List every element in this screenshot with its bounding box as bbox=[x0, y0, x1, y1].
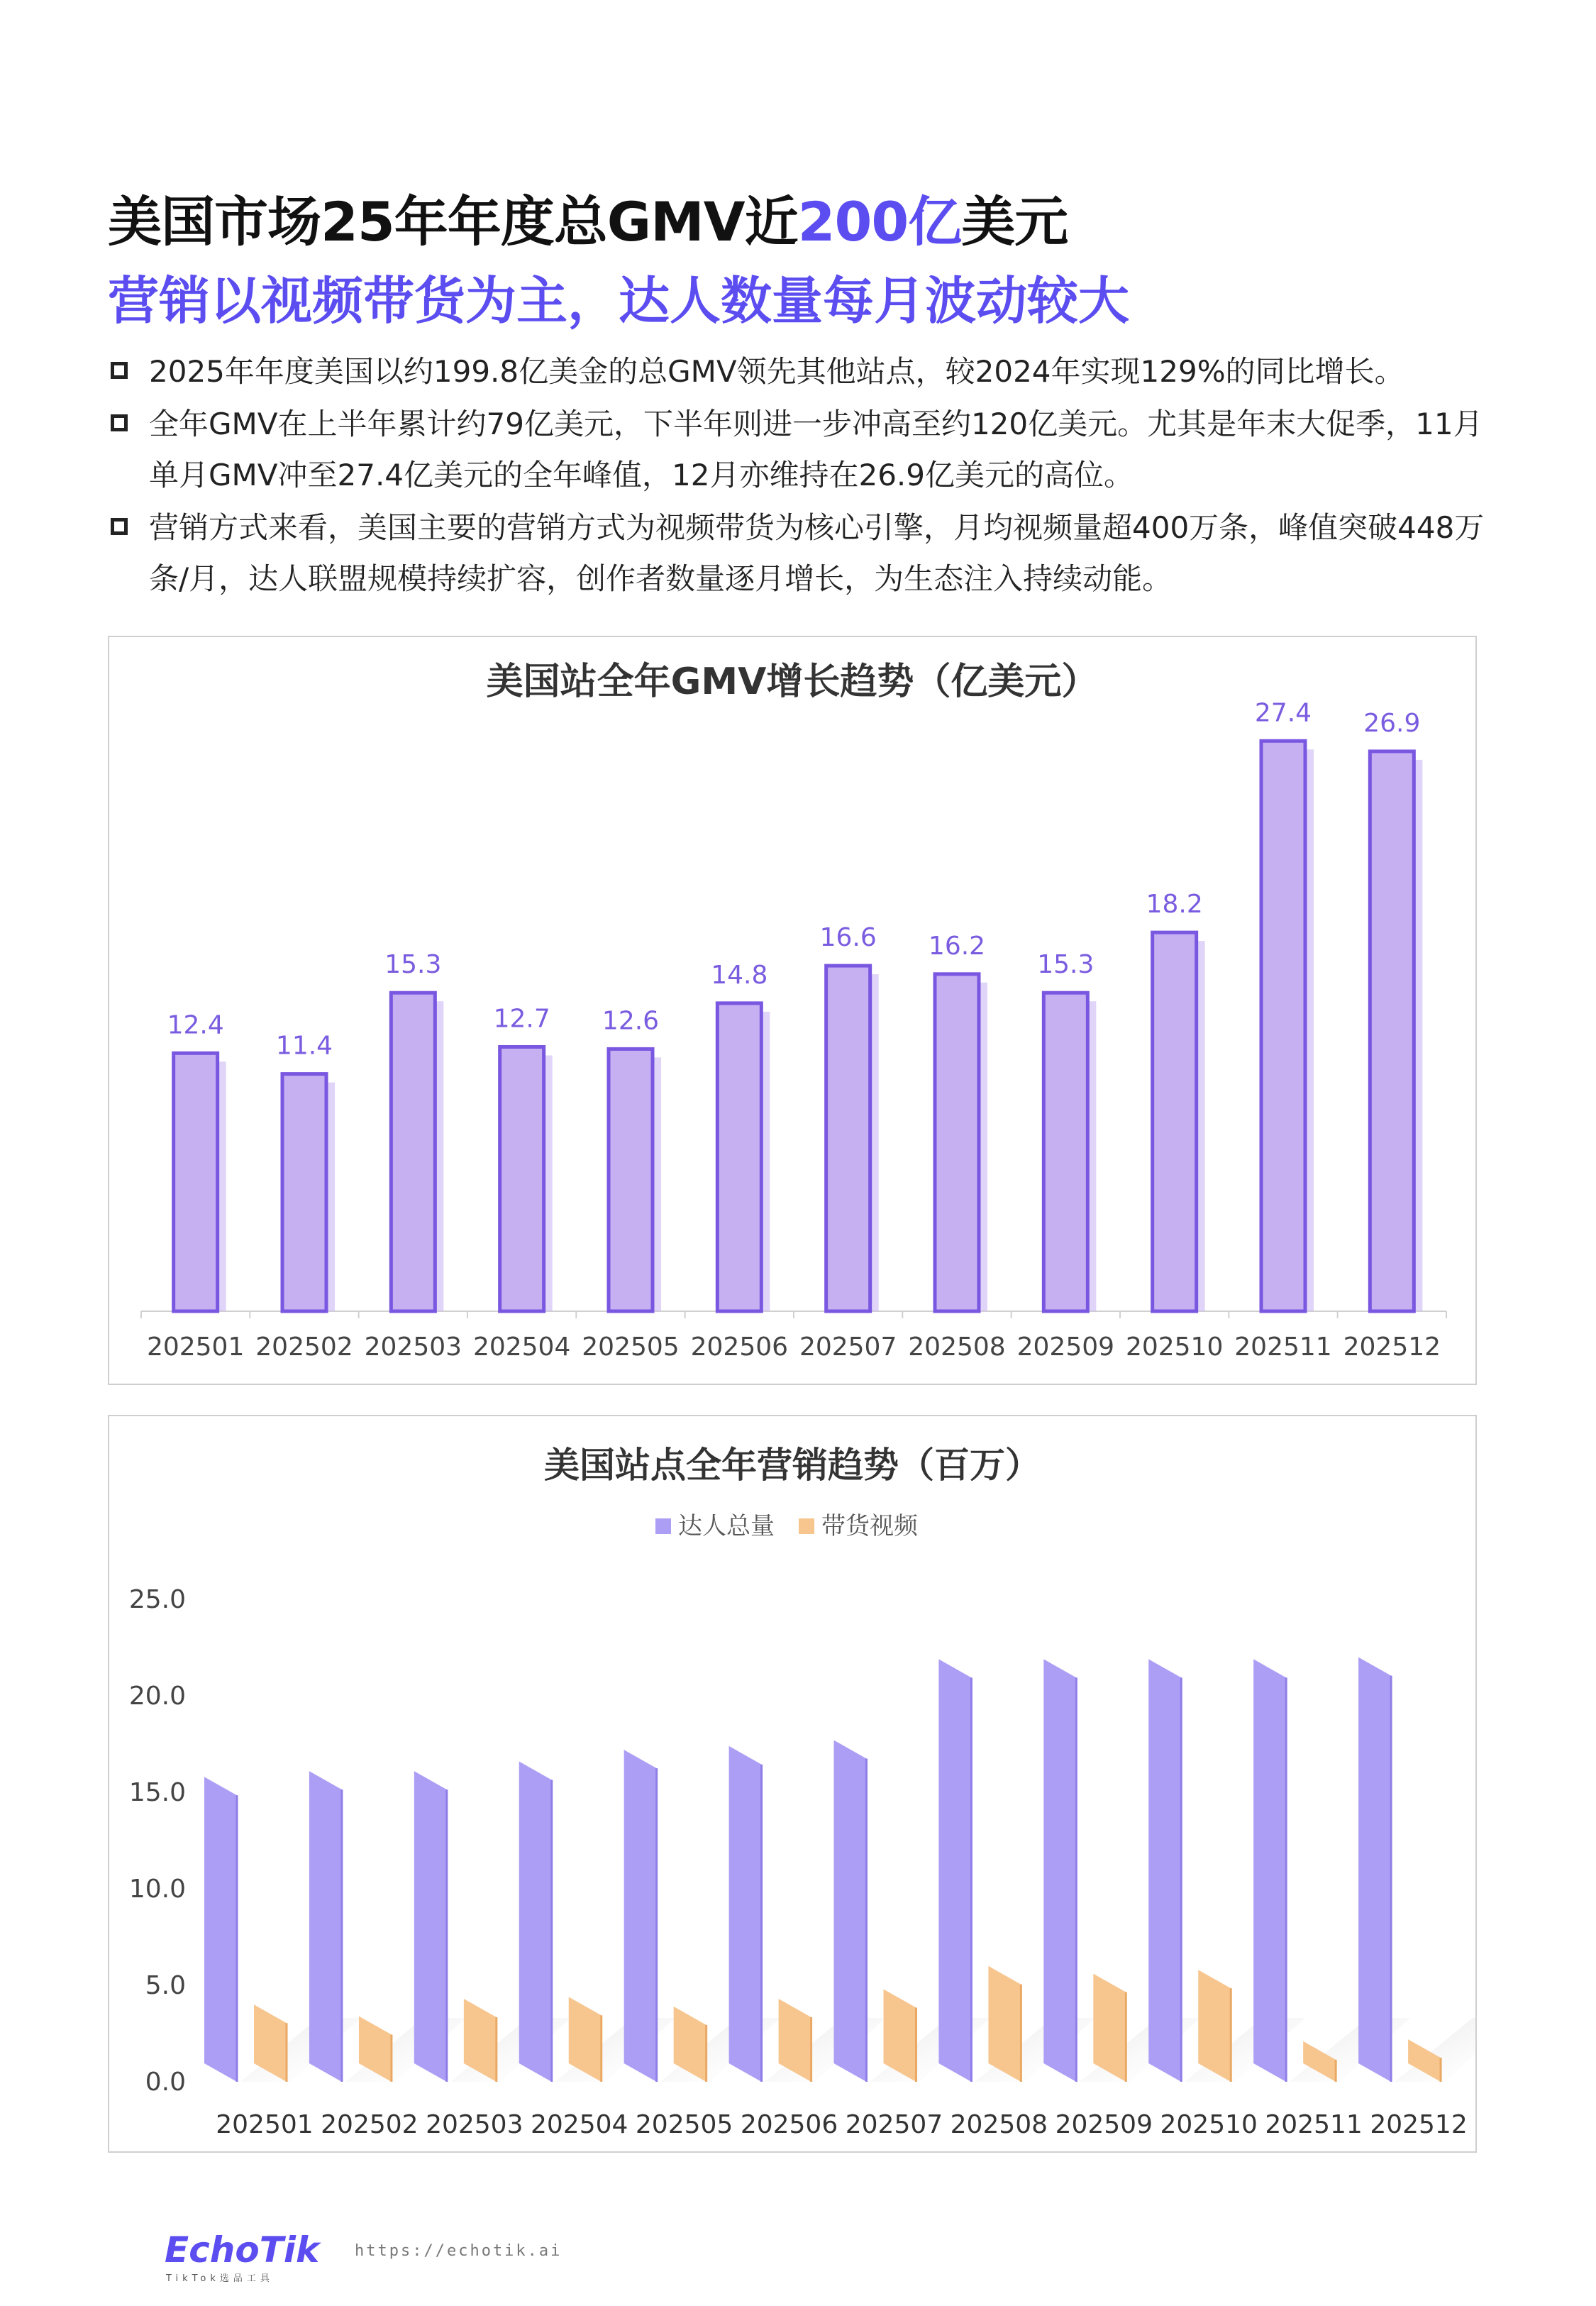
x-tick-label: 202512 bbox=[1370, 2110, 1468, 2139]
gmv-bar bbox=[174, 1053, 218, 1311]
x-tick-label: 202505 bbox=[635, 2110, 733, 2139]
gmv-data-label: 12.7 bbox=[493, 1004, 550, 1034]
x-tick-label: 202509 bbox=[1055, 2110, 1153, 2139]
legend-label-videos: 带货视频 bbox=[821, 1512, 918, 1540]
gmv-bar bbox=[717, 1003, 761, 1311]
x-tick-label: 202509 bbox=[1016, 1333, 1115, 1362]
gmv-data-label: 14.8 bbox=[711, 960, 768, 990]
creator-bar bbox=[1148, 1659, 1181, 2082]
gmv-data-label: 12.6 bbox=[602, 1006, 660, 1036]
creator-bar bbox=[729, 1746, 762, 2082]
gmv-data-label: 16.6 bbox=[819, 923, 877, 953]
legend-swatch-creators bbox=[655, 1518, 671, 1534]
legend-swatch-videos bbox=[799, 1518, 814, 1534]
x-tick-label: 202510 bbox=[1125, 1333, 1224, 1362]
bullet-item: 全年GMV在上半年累计约79亿美元，下半年则进一步冲高至约120亿美元。尤其是年末大促季，11月单月GMV冲至27.4亿美元的全年峰值，12月亦维持在26.9亿美元的高位。 bbox=[108, 399, 1498, 501]
marketing-chart bbox=[109, 1416, 1475, 2151]
x-tick-label: 202501 bbox=[146, 1333, 245, 1362]
creator-bar bbox=[1043, 1659, 1076, 2082]
x-tick-label: 202504 bbox=[472, 1333, 571, 1362]
gmv-bar bbox=[935, 974, 979, 1311]
bullet-item: 营销方式来看，美国主要的营销方式为视频带货为核心引擎，月均视频量超400万条，峰值突破448万条/月，达人联盟规模持续扩容，创作者数量逐月增长，为生态注入持续动能。 bbox=[108, 502, 1498, 605]
gmv-bar bbox=[500, 1047, 544, 1311]
gmv-data-label: 15.3 bbox=[1037, 950, 1095, 980]
gmv-chart-title: 美国站全年GMV增长趋势（亿美元） bbox=[486, 661, 1099, 703]
x-tick-label: 202503 bbox=[364, 1333, 462, 1362]
page-subtitle: 营销以视频带货为主，达人数量每月波动较大 bbox=[108, 271, 1130, 331]
gmv-data-label: 11.4 bbox=[275, 1031, 333, 1061]
x-tick-label: 202506 bbox=[740, 2110, 838, 2139]
x-tick-label: 202506 bbox=[690, 1333, 789, 1362]
gmv-data-label: 26.9 bbox=[1363, 708, 1421, 738]
gmv-data-label: 27.4 bbox=[1254, 698, 1312, 728]
title-highlight: 200亿 bbox=[797, 190, 962, 253]
gmv-data-label: 18.2 bbox=[1146, 890, 1203, 920]
y-tick-label: 5.0 bbox=[145, 1971, 186, 2000]
square-bullet-icon bbox=[111, 518, 128, 535]
creator-bar bbox=[938, 1659, 971, 2082]
x-tick-label: 202511 bbox=[1234, 1333, 1332, 1362]
x-tick-label: 202511 bbox=[1265, 2110, 1363, 2139]
x-tick-label: 202508 bbox=[908, 1333, 1006, 1362]
x-tick-label: 202512 bbox=[1343, 1333, 1441, 1362]
x-tick-label: 202508 bbox=[950, 2110, 1048, 2139]
x-tick-label: 202501 bbox=[216, 2110, 314, 2139]
marketing-chart-title: 美国站点全年营销趋势（百万） bbox=[544, 1445, 1041, 1486]
logo-tagline: TikTok选品工具 bbox=[166, 2273, 274, 2284]
x-tick-label: 202510 bbox=[1160, 2110, 1258, 2139]
footer-url[interactable]: https://echotik.ai bbox=[355, 2242, 563, 2260]
gmv-chart-panel bbox=[108, 636, 1477, 1385]
gmv-data-label: 16.2 bbox=[928, 931, 986, 961]
x-tick-label: 202502 bbox=[255, 1333, 353, 1362]
creator-bar bbox=[204, 1777, 237, 2082]
x-tick-label: 202505 bbox=[582, 1333, 680, 1362]
y-tick-label: 25.0 bbox=[128, 1585, 186, 1614]
creator-bar bbox=[834, 1740, 867, 2082]
x-tick-label: 202504 bbox=[530, 2110, 628, 2139]
x-tick-label: 202503 bbox=[426, 2110, 523, 2139]
y-tick-label: 0.0 bbox=[145, 2068, 186, 2097]
gmv-bar bbox=[282, 1074, 326, 1311]
creator-bar bbox=[1253, 1659, 1286, 2082]
creator-bar bbox=[624, 1750, 657, 2082]
square-bullet-icon bbox=[111, 414, 128, 431]
page-title: 美国市场25年年度总GMV近200亿美元 bbox=[108, 190, 1068, 253]
x-tick-label: 202507 bbox=[799, 1333, 897, 1362]
video-bar bbox=[1093, 1974, 1126, 2082]
gmv-bar bbox=[391, 993, 435, 1311]
bullet-item: 2025年年度美国以约199.8亿美金的总GMV领先其他站点，较2024年实现129%的同比增长。 bbox=[108, 346, 1498, 397]
marketing-chart-panel bbox=[108, 1415, 1477, 2153]
video-bar bbox=[1198, 1970, 1231, 2082]
y-tick-label: 10.0 bbox=[128, 1875, 186, 1904]
gmv-bar bbox=[1153, 932, 1197, 1311]
legend-label-creators: 达人总量 bbox=[678, 1512, 775, 1540]
gmv-bar bbox=[1370, 751, 1414, 1311]
gmv-data-label: 15.3 bbox=[384, 950, 442, 980]
x-tick-label: 202507 bbox=[845, 2110, 943, 2139]
gmv-bar bbox=[1261, 741, 1305, 1311]
bullet-list bbox=[108, 346, 1498, 606]
y-tick-label: 15.0 bbox=[128, 1778, 186, 1807]
gmv-chart bbox=[109, 637, 1475, 1384]
creator-bar bbox=[309, 1771, 342, 2082]
video-bar bbox=[988, 1966, 1021, 2082]
echotik-logo: EchoTik bbox=[165, 2229, 320, 2271]
x-tick-label: 202502 bbox=[321, 2110, 419, 2139]
creator-bar bbox=[1358, 1657, 1391, 2082]
creator-bar bbox=[414, 1771, 447, 2082]
y-tick-label: 20.0 bbox=[128, 1682, 186, 1711]
creator-bar bbox=[519, 1761, 552, 2082]
gmv-data-label: 12.4 bbox=[167, 1010, 224, 1040]
gmv-bar bbox=[1043, 993, 1087, 1311]
gmv-bar bbox=[609, 1049, 653, 1311]
square-bullet-icon bbox=[111, 362, 128, 379]
gmv-bar bbox=[826, 966, 870, 1311]
